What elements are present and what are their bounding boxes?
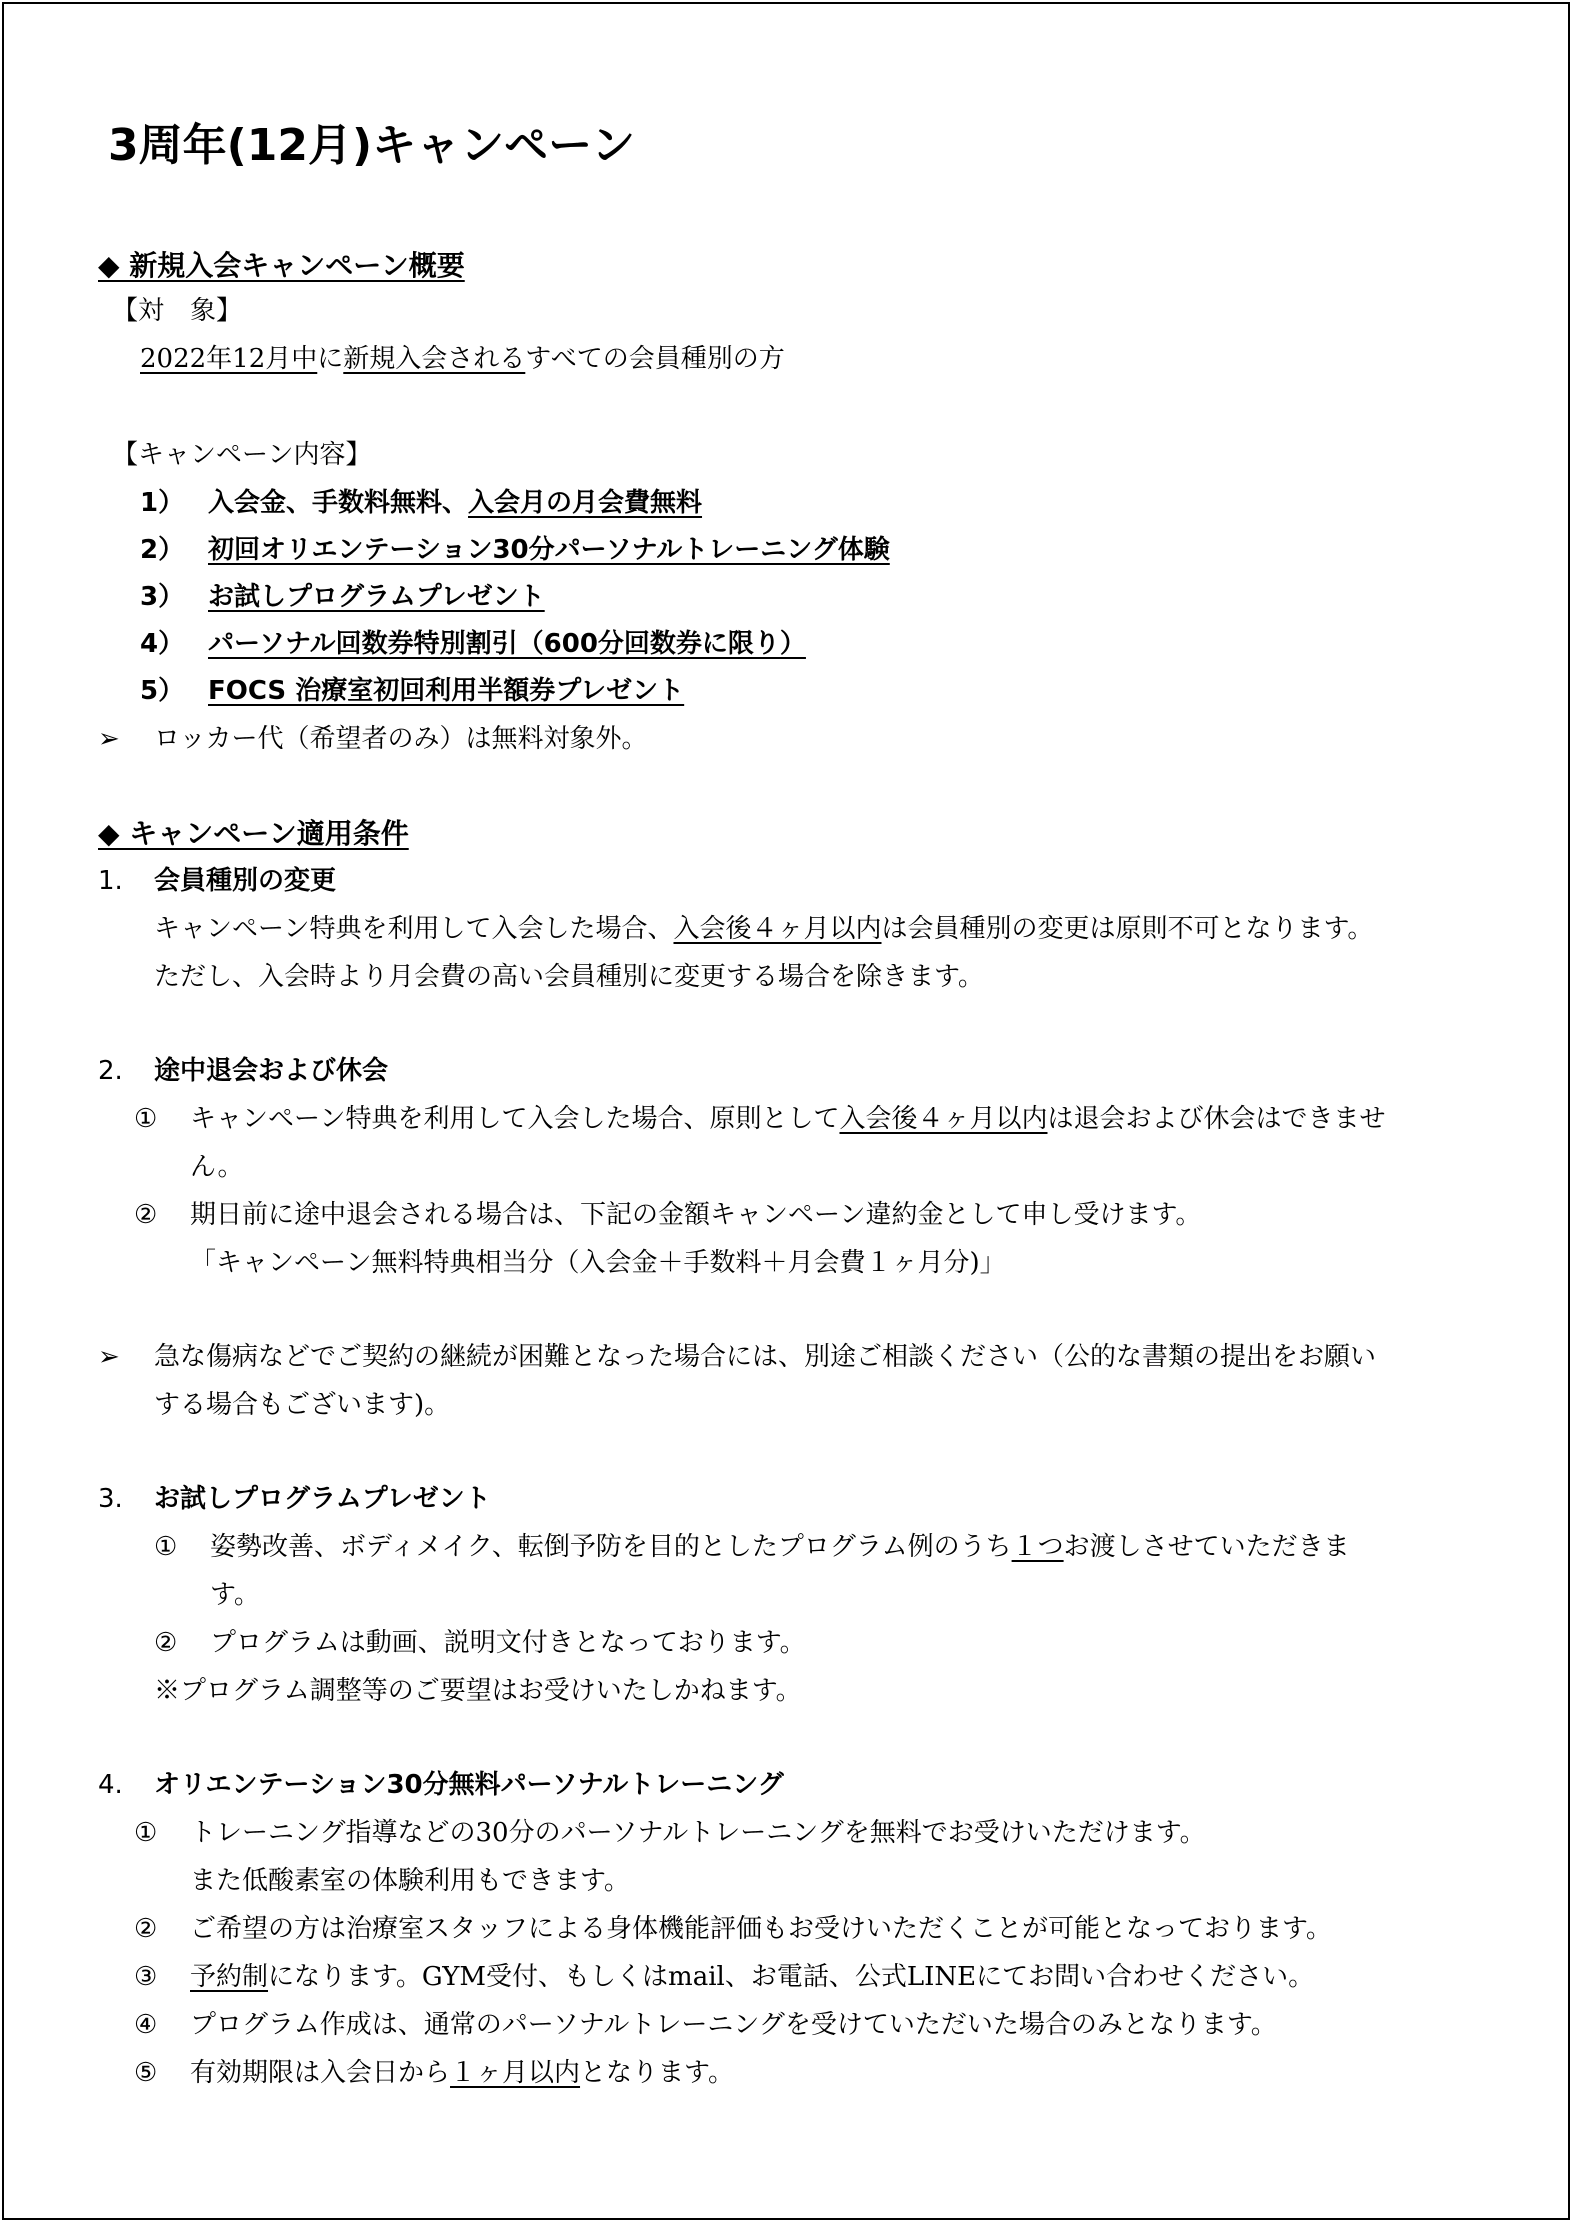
condition-3-heading xyxy=(98,1482,491,1516)
condition-3-item-1 xyxy=(154,1530,1350,1564)
text: 急な傷病などでご契約の継続が困難となった場合には、別途ご相談ください（公的な書類の提出をお願い xyxy=(154,1342,1377,1372)
campaign-item-3 xyxy=(140,580,545,614)
text: 姿勢改善、ボディメイク、転倒予防を目的としたプログラム例のうち xyxy=(210,1532,1012,1562)
condition-4-item-3 xyxy=(134,1960,1314,1994)
text: 期日前に途中退会される場合は、下記の金額キャンペーン違約金として申し受けます。 xyxy=(190,1200,1202,1230)
text-underlined: １ヶ月以内 xyxy=(450,2058,581,2088)
text: キャンペーン特典を利用して入会した場合、原則として xyxy=(190,1104,840,1134)
text-underlined: 入会後４ヶ月以内 xyxy=(839,1104,1048,1134)
item-text-underlined: FOCS 治療室初回利用半額券プレゼント xyxy=(208,676,685,706)
condition-4-item-5 xyxy=(134,2056,734,2090)
item-text-underlined: お試しプログラムプレゼント xyxy=(208,582,545,612)
text: プログラムは動画、説明文付きとなっております。 xyxy=(210,1628,806,1658)
item-number: 4） xyxy=(140,629,185,659)
item-number: 3） xyxy=(140,582,185,612)
circled-number: ① xyxy=(154,1532,178,1562)
condition-number: 1. xyxy=(98,866,123,896)
condition-2-heading xyxy=(98,1054,388,1088)
campaign-item-5 xyxy=(140,674,684,708)
text: ご希望の方は治療室スタッフによる身体機能評価もお受けいただくことが可能となっております。 xyxy=(190,1914,1332,1944)
item-text-underlined: パーソナル回数券特別割引（600分回数券に限り） xyxy=(208,629,806,659)
circled-number: ② xyxy=(154,1628,178,1658)
condition-title: オリエンテーション30分無料パーソナルトレーニング xyxy=(154,1770,784,1800)
text: プログラム作成は、通常のパーソナルトレーニングを受けていただいた場合のみとなります。 xyxy=(190,2010,1277,2040)
item-text-underlined: 入会月の月会費無料 xyxy=(468,488,703,518)
text: になります。GYM受付、もしくはmail、お電話、公式LINEにてお問い合わせください。 xyxy=(268,1962,1315,1992)
condition-number: 3. xyxy=(98,1484,123,1514)
condition-1-line-2: ただし、入会時より月会費の高い会員種別に変更する場合を除きます。 xyxy=(154,962,984,992)
condition-title: 会員種別の変更 xyxy=(154,866,337,896)
item-text-underlined: 初回オリエンテーション30分パーソナルトレーニング体験 xyxy=(208,535,890,565)
circled-number: ② xyxy=(134,1200,158,1230)
locker-note xyxy=(98,722,647,756)
condition-4-item-1-cont: また低酸素室の体験利用もできます。 xyxy=(190,1866,630,1896)
target-date: 2022年12月中 xyxy=(140,344,318,374)
condition-4-item-1 xyxy=(134,1816,1206,1850)
condition-2-item-1 xyxy=(134,1102,1386,1136)
campaign-item-2 xyxy=(140,533,890,567)
circled-number: ⑤ xyxy=(134,2058,158,2088)
condition-3-item-1-cont: す。 xyxy=(210,1580,260,1610)
arrow-bullet-icon: ➢ xyxy=(98,1342,120,1372)
item-text: 入会金、手数料無料、 xyxy=(208,488,469,518)
target-label: 【対 象】 xyxy=(112,296,243,326)
condition-2-penalty: 「キャンペーン無料特典相当分（入会金＋手数料＋月会費１ヶ月分)」 xyxy=(190,1248,1006,1278)
condition-number: 4. xyxy=(98,1770,123,1800)
illness-note-line-1 xyxy=(98,1340,1376,1374)
arrow-bullet-icon: ➢ xyxy=(98,724,120,754)
condition-4-heading xyxy=(98,1768,784,1802)
circled-number: ① xyxy=(134,1818,158,1848)
text: となります。 xyxy=(580,2058,734,2088)
condition-title: お試しプログラムプレゼント xyxy=(154,1484,491,1514)
content-label: 【キャンペーン内容】 xyxy=(112,440,372,470)
section-heading-overview: ◆ 新規入会キャンペーン概要 xyxy=(98,249,465,282)
text: は会員種別の変更は原則不可となります。 xyxy=(881,914,1374,944)
text: トレーニング指導などの30分のパーソナルトレーニングを無料でお受けいただけます。 xyxy=(190,1818,1206,1848)
note-text: ロッカー代（希望者のみ）は無料対象外。 xyxy=(154,724,648,754)
condition-number: 2. xyxy=(98,1056,123,1086)
circled-number: ② xyxy=(134,1914,158,1944)
text-underlined: １つ xyxy=(1011,1532,1064,1562)
condition-1-line-1 xyxy=(154,912,1373,946)
text: キャンペーン特典を利用して入会した場合、 xyxy=(154,914,674,944)
text-underlined: 予約制 xyxy=(190,1962,269,1992)
target-new-member: 新規入会される xyxy=(343,344,526,374)
target-text: に xyxy=(317,344,344,374)
campaign-item-4 xyxy=(140,627,806,661)
item-number: 1） xyxy=(140,488,185,518)
circled-number: ① xyxy=(134,1104,158,1134)
campaign-item-1 xyxy=(140,486,702,520)
condition-1-heading xyxy=(98,864,336,898)
circled-number: ④ xyxy=(134,2010,158,2040)
condition-2-item-2 xyxy=(134,1198,1201,1232)
illness-note-line-2: する場合もございます)。 xyxy=(154,1390,451,1420)
target-text: すべての会員種別の方 xyxy=(525,344,785,374)
condition-4-item-4 xyxy=(134,2008,1277,2042)
page-title: 3周年(12月)キャンペーン xyxy=(108,120,636,171)
condition-4-item-2 xyxy=(134,1912,1332,1946)
item-number: 2） xyxy=(140,535,185,565)
condition-2-item-1-cont: ん。 xyxy=(190,1152,244,1182)
text: お渡しさせていただきま xyxy=(1063,1532,1350,1562)
condition-title: 途中退会および休会 xyxy=(154,1056,389,1086)
item-number: 5） xyxy=(140,676,185,706)
text: は退会および休会はできませ xyxy=(1047,1104,1386,1134)
text: 有効期限は入会日から xyxy=(190,2058,451,2088)
condition-3-item-2 xyxy=(154,1626,806,1660)
circled-number: ③ xyxy=(134,1962,158,1992)
condition-3-note: ※プログラム調整等のご要望はお受けいたしかねます。 xyxy=(154,1676,802,1706)
text-underlined: 入会後４ヶ月以内 xyxy=(673,914,882,944)
target-line xyxy=(140,342,785,376)
section-heading-conditions: ◆ キャンペーン適用条件 xyxy=(98,817,409,850)
